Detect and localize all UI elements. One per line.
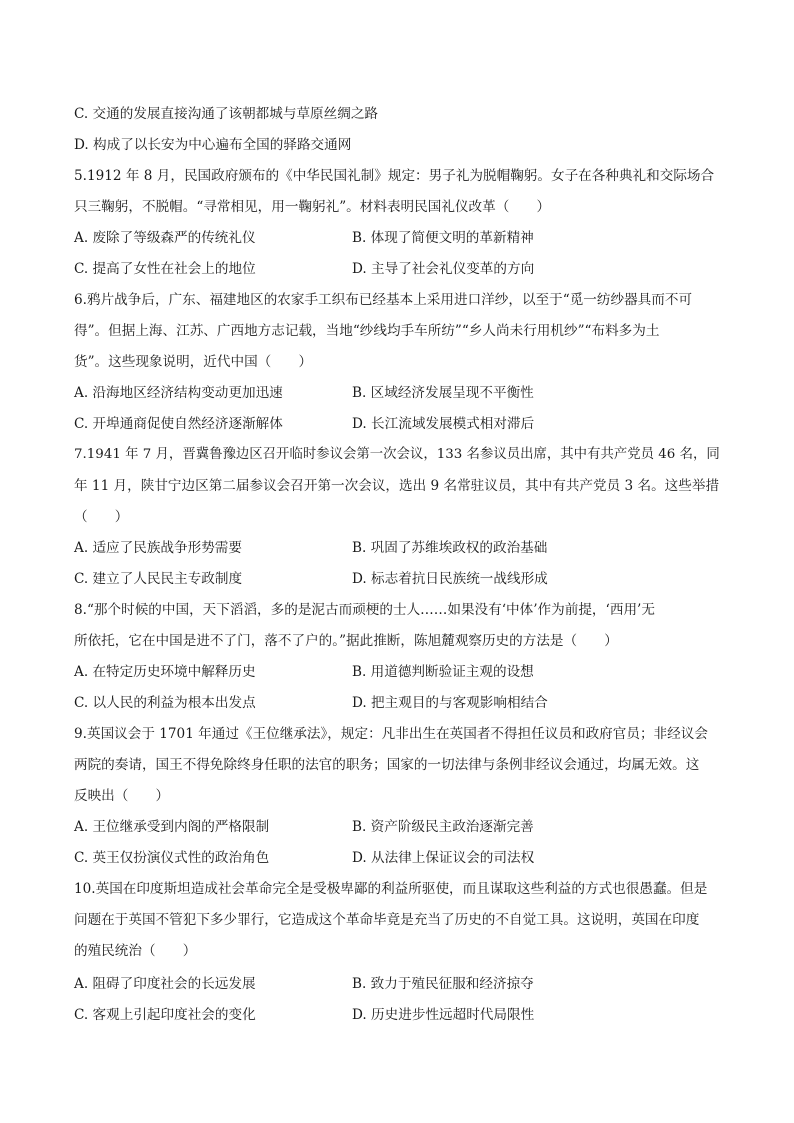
question-8-option-b: B. 用道德判断验证主观的设想: [352, 664, 534, 680]
question-7-option-b: B. 巩固了苏维埃政权的政治基础: [352, 540, 548, 556]
question-7-option-d: D. 标志着抗日民族统一战线形成: [352, 571, 548, 587]
question-6-stem-line-3: 货”。这些现象说明，近代中国（ ）: [74, 354, 313, 370]
question-5-options-row-2: [74, 259, 724, 279]
question-10-option-c: C. 客观上引起印度社会的变化: [74, 1007, 256, 1023]
question-8-options-row-2: [74, 693, 724, 713]
question-9-stem-line-1: 9.英国议会于 1701 年通过《王位继承法》，规定：凡非出生在英国者不得担任议员和政府官员；非经议会: [74, 726, 708, 742]
question-6-options-row-1: [74, 383, 724, 403]
question-7-options-row-1: [74, 538, 724, 558]
question-6-option-a: A. 沿海地区经济结构变动更加迅速: [74, 385, 283, 401]
question-8-option-d: D. 把主观目的与客观影响相结合: [352, 695, 548, 711]
question-6-option-d: D. 长江流域发展模式相对滞后: [352, 416, 535, 432]
question-5-option-c: C. 提高了女性在社会上的地位: [74, 261, 256, 277]
question-10-options-row-1: [74, 974, 724, 994]
question-8-stem-line-2: 所依托，它在中国是进不了门，落不了户的。”据此推断，陈旭麓观察历史的方法是（ ）: [74, 633, 618, 649]
question-5-stem-line-1: 5.1912 年 8 月，民国政府颁布的《中华民国礼制》规定：男子礼为脱帽鞠躬。女子在各种典礼和交际场合: [74, 168, 715, 184]
question-9-option-c: C. 英王仅扮演仪式性的政治角色: [74, 850, 270, 866]
question-10-options-row-2: [74, 1005, 724, 1025]
question-9-option-d: D. 从法律上保证议会的司法权: [352, 850, 535, 866]
question-6-option-b: B. 区域经济发展呈现不平衡性: [352, 385, 534, 401]
question-6-stem-line-2: 得”。但据上海、江苏、广西地方志记载，当地“纱线均手车所纺”“乡人尚未行用机纱”“布料多为土: [74, 323, 660, 339]
question-8-stem-line-1: 8.“那个时候的中国，天下滔滔，多的是泥古而顽梗的士人……如果没有‘中体’作为前提，‘西用’无: [74, 602, 655, 618]
question-8-option-c: C. 以人民的利益为根本出发点: [74, 695, 256, 711]
question-7-stem-line-1: 7.1941 年 7 月，晋冀鲁豫边区召开临时参议会第一次会议，133 名参议员出席，其中有共产党员 46 名，同: [74, 447, 720, 462]
question-6-option-c: C. 开埠通商促使自然经济逐渐解体: [74, 416, 283, 432]
question-9-option-a: A. 王位继承受到内阁的严格限制: [74, 819, 270, 835]
question-5-option-b: B. 体现了简便文明的革新精神: [352, 230, 534, 246]
question-7-options-row-2: [74, 569, 724, 589]
question-7-option-c: C. 建立了人民民主专政制度: [74, 571, 243, 587]
question-10-option-b: B. 致力于殖民征服和经济掠夺: [352, 976, 534, 992]
question-9-stem-line-3: 反映出（ ）: [74, 788, 170, 804]
question-9-options-row-1: [74, 817, 724, 837]
question-10-option-d: D. 历史进步性远超时代局限性: [352, 1007, 535, 1023]
question-5-stem-line-2: 只三鞠躬，不脱帽。“寻常相见，用一鞠躬礼”。材料表明民国礼仪改革（ ）: [74, 199, 551, 215]
question-9-option-b: B. 资产阶级民主政治逐渐完善: [352, 819, 534, 835]
question-7-stem-line-3: （ ）: [74, 509, 129, 525]
question-8-option-a: A. 在特定历史环境中解释历史: [74, 664, 256, 680]
question-7-option-a: A. 适应了民族战争形势需要: [74, 540, 242, 556]
question-10-option-a: A. 阻碍了印度社会的长远发展: [74, 976, 256, 992]
question-10-stem-line-2: 问题在于英国不管犯下多少罪行，它造成这个革命毕竟是充当了历史的不自觉工具。这说明，英国在印度: [74, 912, 700, 928]
prev-option-d: D. 构成了以长安为中心遍布全国的驿路交通网: [74, 137, 352, 153]
question-5-option-a: A. 废除了等级森严的传统礼仪: [74, 230, 256, 246]
question-9-stem-line-2: 两院的奏请，国王不得免除终身任职的法官的职务；国家的一切法律与条例非经议会通过，均属无效。这: [74, 757, 700, 773]
question-10-stem-line-1: 10.英国在印度斯坦造成社会革命完全是受极卑鄙的利益所驱使，而且谋取这些利益的方式也很愚蠢。但是: [74, 881, 708, 897]
question-5-option-d: D. 主导了社会礼仪变革的方向: [352, 261, 535, 277]
question-10-stem-line-3: 的殖民统治（ ）: [74, 943, 197, 959]
question-6-options-row-2: [74, 414, 724, 434]
question-6-stem-line-1: 6.鸦片战争后，广东、福建地区的农家手工织布已经基本上采用进口洋纱，以至于“觅一纺纱器具而不可: [74, 292, 693, 308]
question-9-options-row-2: [74, 848, 724, 868]
prev-option-c: C. 交通的发展直接沟通了该朝都城与草原丝绸之路: [74, 106, 379, 122]
question-7-stem-line-2: 年 11 月，陕甘宁边区第二届参议会召开第一次会议，选出 9 名常驻议员，其中有共产党员 3 名。这些举措: [74, 478, 720, 494]
question-8-options-row-1: [74, 662, 724, 682]
question-5-options-row-1: [74, 228, 724, 248]
